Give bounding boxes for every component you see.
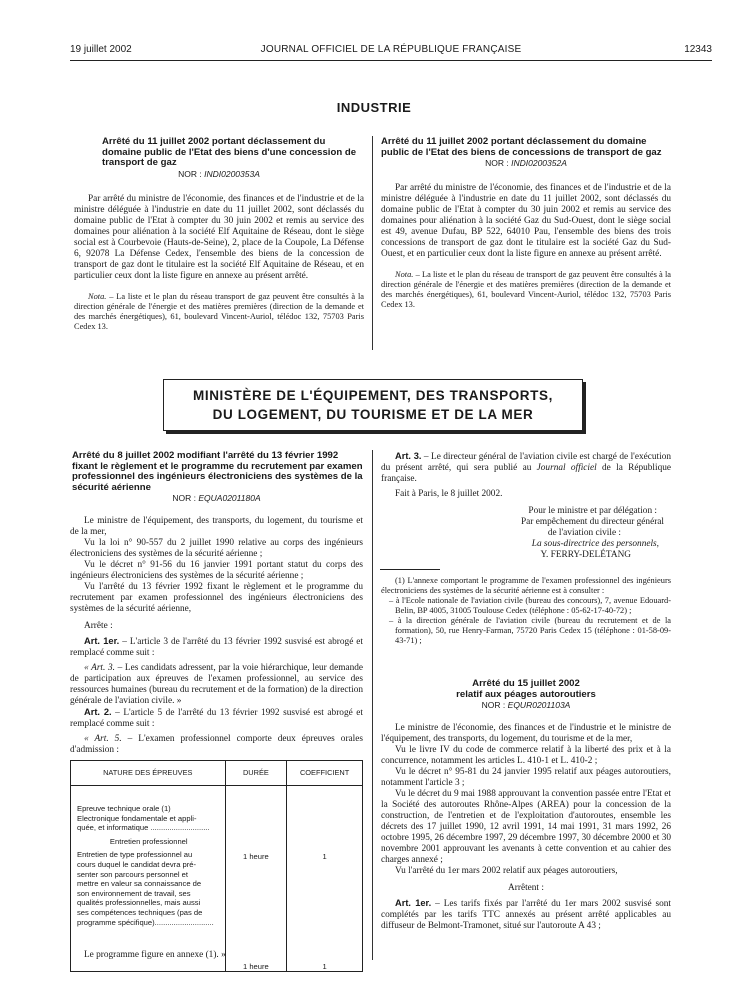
footnote-item: – à la direction générale de l'aviation civile (bureau du recrutement et de la formation), 50, rue Henry-Farman, 75720 Paris Cedex 15 (téléphone : 01-58-09-43-71) ; — [389, 616, 671, 645]
journal-title: JOURNAL OFFICIEL DE LA RÉPUBLIQUE FRANÇAISE — [260, 44, 522, 55]
article-title: Arrêté du 11 juillet 2002 portant déclassement du domaine public de l'Etat des biens d'une concession de transport de gaz — [102, 136, 357, 168]
preamble: Le ministre de l'équipement, des transports, du logement, du tourisme et de la mer, — [70, 516, 363, 537]
nota — [74, 292, 364, 332]
article-3 — [381, 451, 671, 485]
table-header-row — [71, 761, 363, 786]
article-5-quote — [70, 734, 363, 756]
epreuve-1-duree: 1 heure — [243, 852, 269, 861]
epreuve-2-line: mettre en valeur sa connaissance de — [77, 879, 202, 889]
footnote — [381, 576, 671, 646]
industrie-right-article — [381, 137, 671, 310]
nor-label: NOR : — [172, 493, 197, 503]
nor-label: NOR : — [481, 700, 506, 710]
epreuve-2-line: senter son parcours personnel et — [77, 869, 189, 879]
equipement-left-article — [70, 451, 363, 756]
equipement-right-article — [381, 451, 671, 561]
article-text: – Les tarifs fixés par l'arrêté du 1er mars 2002 susvisé sont complétés par les tarifs TTC annexés au présent arrêté applicables au diffuseur de Belmont-Tramonet, situé sur l'autoroute A 43 ; — [381, 899, 671, 931]
visa: Vu le décret n° 91-56 du 16 janvier 1991 portant statut du corps des ingénieurs électroniciens des systèmes de la sécurité aérienne ; — [70, 560, 363, 581]
article-label: Art. 1er. — [84, 636, 120, 646]
signature-line: Par empêchement du directeur général — [521, 517, 664, 527]
article-text: – Le directeur général de l'aviation civile est chargé de l'exécution du présent arrêté, qui sera publié au — [381, 452, 671, 473]
fait-line: Fait à Paris, le 8 juillet 2002. — [395, 489, 503, 499]
article-label: Art. 2. — [84, 707, 112, 717]
nor-code: INDI0200353A — [204, 168, 260, 179]
quote-text: – L'examen professionnel comporte deux épreuves orales d'admission : — [70, 734, 363, 755]
nature-cell — [71, 786, 226, 972]
article-body: Par arrêté du ministre de l'économie, des finances et de l'industrie et de la ministre déléguée à l'industrie en date du 11 juillet 2002, sont déclassés du domaine public de l'Etat à compter du 30 juin 2002 et remis au service des domaines pour aliénation à la société Gaz du Sud-Ouest, dont le siège social est 49, avenue Dufau, BP 522, 64010 Pau, l'ensemble des biens des trois concessions de transport de gaz dont le titulaire est la société Gaz du Sud-Ouest, et en particulier ceux dont la liste figure en annexe au présent arrêté. — [381, 183, 671, 259]
header-date: 19 juillet 2002 — [70, 44, 132, 55]
article-label: Art. 1er. — [395, 898, 432, 908]
article-body: Par arrêté du ministre de l'économie, des finances et de l'industrie et de la ministre déléguée à l'industrie en date du 11 juillet 2002, sont déclassés du domaine public de l'Etat à compter du 30 juin 2002 et remis au service des domaines pour aliénation à la société Elf Aquitaine de Réseau, dont le siège social est à Courbevoie (Hauts-de-Seine), 2, place de la Coupole, La Défense 6, 92078 La Défense Cedex, l'ensemble des biens de la concession de transport de gaz dont le titulaire est la société Elf Aquitaine de Réseau, et en particulier ceux dont la liste figure en annexe au présent arrêté. — [74, 193, 364, 281]
epreuve-2-line: son environnement de travail, ses — [77, 888, 191, 898]
epreuve-2-line: programme spécifique)............................ — [77, 917, 214, 927]
footnote-item: – à l'Ecole nationale de l'aviation civile (bureau des concours), 7, avenue Edouard-Belin, BP 4005, 31005 Toulouse Cedex (téléphone : 05-62-17-40-72) ; — [389, 596, 671, 615]
ministry-banner — [163, 379, 583, 431]
duree-cell — [225, 786, 287, 972]
nor-code: EQUA0201180A — [198, 493, 261, 503]
article-3-quote — [70, 663, 363, 707]
visa: Vu le décret n° 95-81 du 24 janvier 1995 relatif aux péages autoroutiers, notamment l'article 3 ; — [381, 767, 671, 788]
ministry-line-1: MINISTÈRE DE L'ÉQUIPEMENT, DES TRANSPORTS, — [193, 388, 553, 403]
nor-code: INDI0200352A — [511, 158, 567, 168]
nota-text: – La liste et le plan du réseau transport de gaz peuvent être consultés à la direction générale de l'énergie et des matières premières (direction de la demande et des marchés énergétiques), 61, boulevard Vincent-Auriol, télédoc 132, 75703 Paris Cedex 13. — [74, 291, 364, 331]
epreuve-2-duree: 1 heure — [243, 961, 269, 971]
preamble: Le ministre de l'économie, des finances et de l'industrie et le ministre de l'équipement, des transports, du logement, du tourisme et de la mer, — [381, 723, 671, 744]
arretent-label: Arrêtent : — [508, 883, 544, 893]
column-divider — [372, 450, 373, 960]
closing-line — [70, 950, 363, 961]
quote-label: « Art. 3. — [84, 663, 115, 673]
visa: Vu le décret du 9 mai 1988 approuvant la convention passée entre l'Etat et la Société des autoroutes Rhône-Alpes (AREA) pour la concession de la construction, de l'entretien et de l'exploitation d'autoroutes, ensemble les décrets des 17 juillet 1990, 12 avril 1991, 14 mai 1991, 31 mars 1992, 26 octobre 1995, 26 décembre 1997, 29 décembre 1997, 30 décembre 2000 et 30 novembre 2001 approuvant les avenants à cette convention et au cahier des charges annexé ; — [381, 789, 671, 865]
page-number: 12343 — [684, 44, 712, 55]
article-title: relatif aux péages autoroutiers — [456, 688, 596, 700]
nota-label: Nota. — [88, 291, 107, 301]
visa: Vu la loi n° 90-557 du 2 juillet 1990 relative au corps des ingénieurs électroniciens des systèmes de la sécurité aérienne ; — [70, 538, 363, 559]
nor-label: NOR : — [178, 168, 202, 179]
footnote-intro: (1) L'annexe comportant le programme de l'examen professionnel des ingénieurs électroniciens des systèmes de la sécurité aérienne est à consulter : — [381, 576, 671, 595]
table-row — [71, 786, 363, 972]
signature-line: Pour le ministre et par délégation : — [528, 506, 657, 516]
epreuve-2-coef: 1 — [322, 961, 327, 971]
visa: Vu le livre IV du code de commerce relatif à la liberté des prix et à la concurrence, notamment les articles L. 410-1 et L. 410-2 ; — [381, 745, 671, 766]
article-text: – L'article 3 de l'arrêté du 13 février 1992 susvisé est abrogé et remplacé comme suit : — [70, 637, 363, 658]
article-2 — [70, 707, 363, 730]
epreuve-2-line: Entretien de type professionnel au — [77, 850, 193, 860]
epreuve-1-line: quée, et informatique ............................ — [77, 823, 210, 833]
signature-line: de l'aviation civile : — [547, 528, 621, 538]
article-title: Arrêté du 11 juillet 2002 portant déclassement du domaine public de l'Etat des biens de concessions de transport de gaz — [381, 136, 662, 158]
header-duree: DURÉE — [225, 761, 287, 786]
nor-line — [70, 493, 363, 504]
nor-line — [381, 700, 671, 711]
article-text: – L'article 5 de l'arrêté du 13 février 1992 susvisé est abrogé et remplacé comme suit : — [70, 708, 363, 729]
nor-line — [74, 169, 364, 180]
quote-text: – Les candidats adressent, par la voie hiérarchique, leur demande de participation aux épreuves de l'examen professionnel, au service des ressources humaines (bureau du recrutement et de la formation) de la direction générale de l'aviation civile. » — [70, 663, 363, 706]
quote-label: « Art. 5. — [84, 734, 122, 744]
ministry-line-2: DU LOGEMENT, DU TOURISME ET DE LA MER — [212, 407, 534, 422]
signature-line: La sous-directrice des personnels, — [531, 539, 659, 549]
epreuve-2-head: Entretien professionnel — [109, 836, 188, 846]
exam-table — [70, 760, 363, 972]
epreuve-1-head: Epreuve technique orale (1) — [77, 804, 171, 813]
epreuve-1-coef: 1 — [322, 852, 327, 861]
arrete-label: Arrête : — [84, 621, 113, 631]
industrie-left-article — [74, 137, 364, 332]
article-1 — [381, 898, 671, 932]
epreuve-1-line: Electronique fondamentale et appli- — [77, 813, 197, 823]
article-label: Art. 3. — [395, 451, 422, 461]
peages-article — [381, 679, 671, 932]
article-1 — [70, 636, 363, 659]
article-title: Arrêté du 8 juillet 2002 modifiant l'arrêté du 13 février 1992 fixant le règlement et le programme du recrutement par examen professionnel des ingénieurs électroniciens des systèmes de la sécurité aérienne — [72, 450, 363, 493]
journal-ref: Journal officiel — [536, 463, 597, 473]
footnote-rule — [380, 569, 440, 570]
header-rule — [70, 60, 712, 61]
visa: Vu l'arrêté du 1er mars 2002 relatif aux péages autoroutiers, — [395, 866, 618, 876]
header-coefficient: COEFFICIENT — [287, 761, 363, 786]
nor-code: EQUR0201103A — [507, 700, 571, 710]
epreuve-2-line: qualités professionnelles, mais aussi — [77, 898, 201, 908]
nota — [381, 270, 671, 310]
section-title: INDUSTRIE — [336, 100, 412, 115]
page-header — [70, 44, 712, 60]
coef-cell — [287, 786, 363, 972]
closing-text: Le programme figure en annexe (1). » — [84, 950, 226, 960]
nor-label: NOR : — [485, 158, 509, 168]
nota-text: – La liste et le plan du réseau de transport de gaz peuvent être consultés à la direction générale de l'énergie et des matières premières (direction de la demande et des marchés énergétiques), 61, boulevard Vincent-Auriol, télédoc 132, 75703 Paris Cedex 13. — [381, 270, 671, 309]
visa: Vu l'arrêté du 13 février 1992 fixant le règlement et le programme du recrutement par examen professionnel des ingénieurs électroniciens des systèmes de la sécurité aérienne, — [70, 582, 363, 614]
nor-line — [381, 158, 671, 169]
column-divider — [372, 136, 373, 350]
nota-label: Nota. — [395, 270, 414, 279]
header-nature: NATURE DES ÉPREUVES — [71, 761, 226, 786]
article-text: de la République française. — [381, 463, 671, 484]
epreuve-2-line: ses compétences techniques (pas de — [77, 907, 203, 917]
article-title: Arrêté du 15 juillet 2002 — [472, 678, 580, 689]
epreuve-2-line: cours duquel le candidat devra pré- — [77, 859, 197, 869]
signatory-name: Y. FERRY-DELÉTANG — [540, 550, 631, 560]
